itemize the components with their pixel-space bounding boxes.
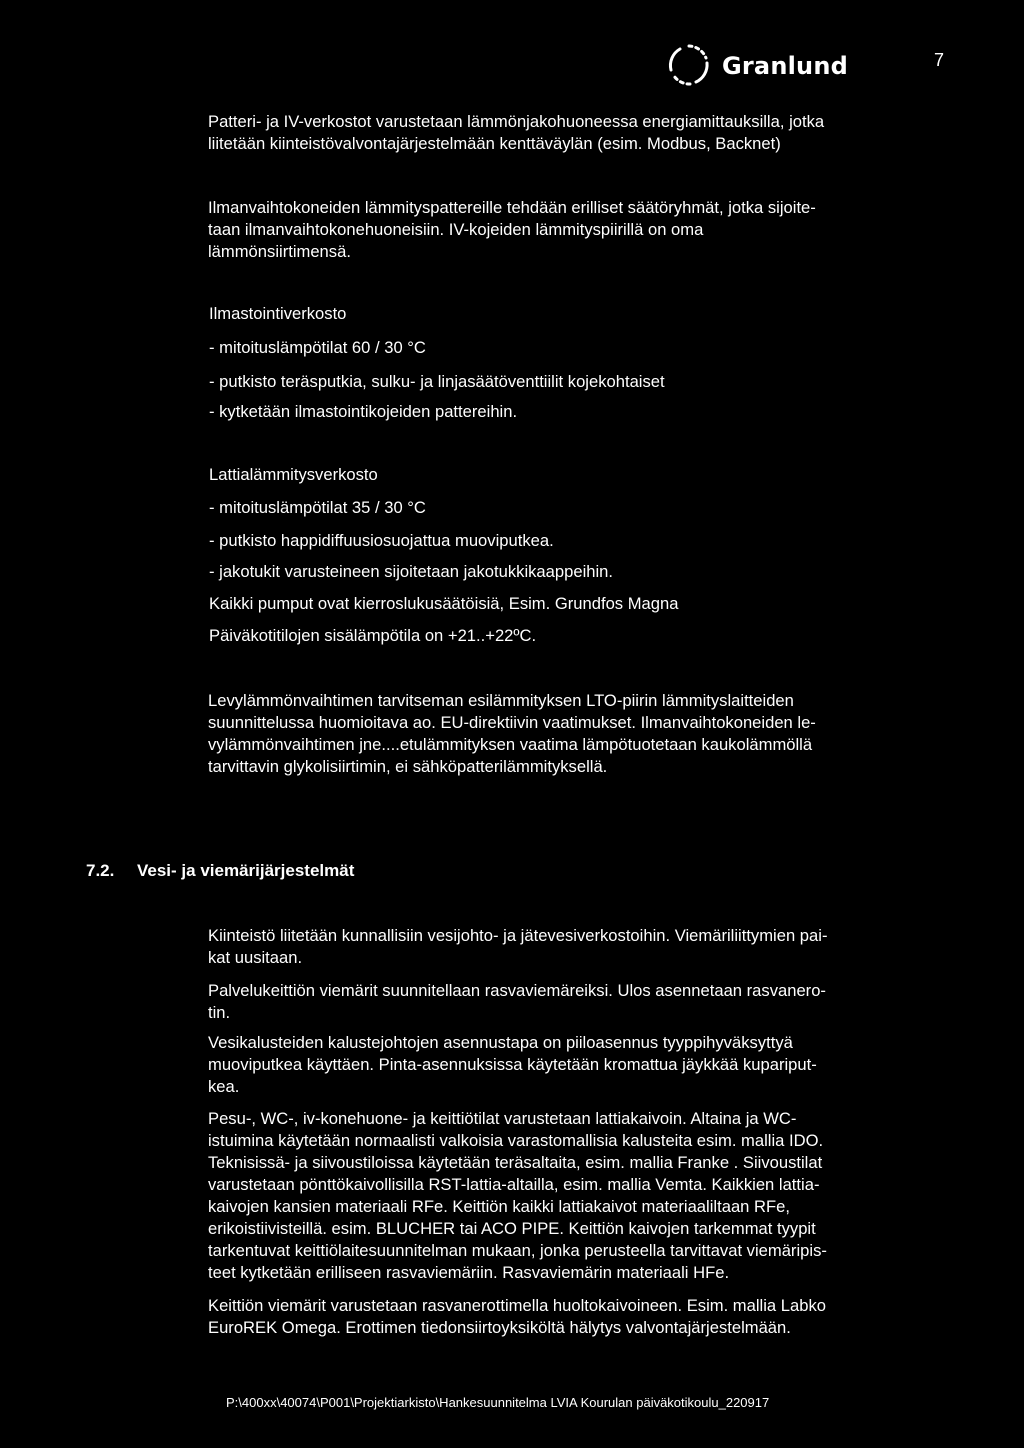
granlund-logo [666,40,848,90]
section-paragraph: Vesikalusteiden kalustejohtojen asennustapa on piiloasennus tyyppihyväksyttyä muoviputkea käyttäen. Pinta-asennuksissa käytetään kromattua jäykkää kupariput- kea. [208,1033,817,1096]
lattia-item: Kaikki pumput ovat kierroslukusäätöisiä, Esim. Grundfos Magna [209,594,679,613]
page-number: 7 [934,50,945,70]
intro-paragraph-2: Ilmanvaihtokoneiden lämmityspattereille tehdään erilliset säätöryhmät, jotka sijoite- taan ilmanvaihtokonehuoneisiin. IV-kojeiden lämmityspiirillä on oma lämmönsiirtimensä. [208,198,816,261]
lattia-title: Lattialämmitysverkosto [209,465,378,484]
section-paragraph: Pesu-, WC-, iv-konehuone- ja keittiötilat varustetaan lattiakaivoin. Altaina ja WC- istuimina käytetään normaalisti valkoisia varastomallisia kalusteita esim. mallia IDO. Teknisissä- ja siivoustiloissa käytetään teräsaltaita, esim. mallia Franke . Siivoustilat varustetaan pönttökaivollisilla RST-lattia-altailla, esim. mallia Vemta. Kaikkien lattia- kaivojen kansien materiaali RFe. Keittiön kaikki lattiakaivot materiaaliltaan RFe, erikoistiivisteillä. esim. BLUCHER tai ACO PIPE. Keittiön kaivojen tarkemmat tyypit tarkentuvat keittiölaitesuunnitelman mukaan, jonka perusteella tarvittavat viemäripis- teet kytketään erilliseen rasvaviemäriin. Rasvaviemärin materiaali HFe. [208,1109,827,1282]
lto-paragraph: Levylämmönvaihtimen tarvitseman esilämmityksen LTO-piirin lämmityslaitteiden suunnittelussa huomioitava ao. EU-direktiivin vaatimukset. Ilmanvaihtokoneiden le- vylämmönvaihtimen jne....etulämmityksen vaatima lämpötuotetaan kaukolämmöllä tarvittavin glykolisiirtimin, ei sähköpatterilämmityksellä. [208,691,816,776]
lattia-item: - putkisto happidiffuusiosuojattua muoviputkea. [209,531,554,550]
logo-text: Granlund [722,52,848,80]
section-number: 7.2. [86,861,115,880]
ilmastointi-item: - kytketään ilmastointikojeiden pattereihin. [209,402,518,421]
ilmastointi-item: - putkisto teräsputkia, sulku- ja linjasäätöventtiilit kojekohtaiset [209,372,665,391]
section-paragraph: Keittiön viemärit varustetaan rasvanerottimella huoltokaivoineen. Esim. mallia Labko EuroREK Omega. Erottimen tiedonsiirtoyksiköltä hälytys valvontajärjestelmään. [208,1296,826,1337]
section-heading [86,861,354,881]
granlund-logo-icon [666,40,712,90]
ilmastointi-item: - mitoituslämpötilat 60 / 30 °C [209,338,426,357]
section-paragraph: Palvelukeittiön viemärit suunnitellaan rasvaviemäreiksi. Ulos asennetaan rasvanero- tin. [208,981,826,1022]
lattia-item: - mitoituslämpötilat 35 / 30 °C [209,498,426,517]
section-paragraph: Kiinteistö liitetään kunnallisiin vesijohto- ja jätevesiverkostoihin. Viemäriliittymien pai- kat uusitaan. [208,926,828,967]
lattia-item: - jakotukit varusteineen sijoitetaan jakotukkikaappeihin. [209,562,614,581]
section-title: Vesi- ja viemärijärjestelmät [137,861,355,880]
footer-file-path: P:\400xx\40074\P001\Projektiarkisto\Hankesuunnitelma LVIA Kourulan päiväkotikoulu_220917 [226,1395,770,1410]
intro-paragraph-1: Patteri- ja IV-verkostot varustetaan lämmönjakohuoneessa energiamittauksilla, jotka liitetään kiinteistövalvontajärjestelmään kenttäväylän (esim. Modbus, Backnet) [208,112,825,153]
ilmastointi-title: Ilmastointiverkosto [209,304,347,323]
lattia-item: Päiväkotitilojen sisälämpötila on +21..+22ºC. [209,626,537,645]
